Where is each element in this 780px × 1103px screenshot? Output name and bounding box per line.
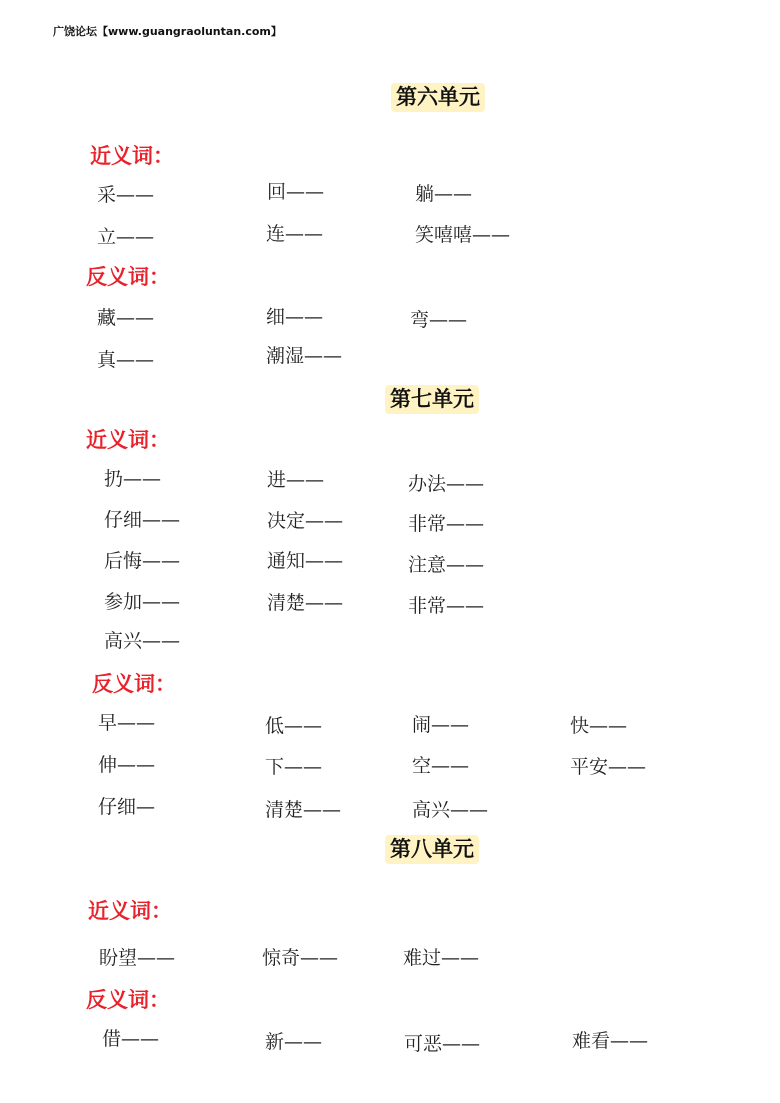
word-item: 惊奇—— <box>262 947 339 969</box>
word-item: 早—— <box>98 712 156 734</box>
unit-7-antonyms-label: 反义词： <box>92 672 176 696</box>
word-item: 弯—— <box>410 309 468 331</box>
word-item: 借—— <box>102 1028 160 1050</box>
unit-8-antonyms-label: 反义词： <box>86 988 170 1012</box>
word-item: 笑嘻嘻—— <box>415 224 511 246</box>
word-item: 后悔—— <box>104 550 181 572</box>
word-item: 可恶—— <box>404 1033 481 1055</box>
word-item: 通知—— <box>267 550 344 572</box>
word-item: 潮湿—— <box>266 345 343 367</box>
unit-6-synonyms-label: 近义词： <box>90 144 174 168</box>
word-item: 仔细—— <box>104 509 181 531</box>
word-item: 难过—— <box>403 947 480 969</box>
word-item: 躺—— <box>415 183 473 205</box>
word-item: 注意—— <box>408 554 485 576</box>
word-item: 闹—— <box>412 714 470 736</box>
unit-7-synonyms-label: 近义词： <box>86 428 170 452</box>
word-item: 平安—— <box>570 756 647 778</box>
word-item: 难看—— <box>572 1030 649 1052</box>
word-item: 采—— <box>97 184 155 206</box>
word-item: 细—— <box>266 306 324 328</box>
word-item: 扔—— <box>104 468 162 490</box>
word-item: 真—— <box>97 349 155 371</box>
unit-8-synonyms-label: 近义词： <box>88 899 172 923</box>
unit-7-title: 第七单元 <box>385 385 479 414</box>
word-item: 清楚—— <box>265 799 342 821</box>
word-item: 盼望—— <box>99 947 176 969</box>
word-item: 高兴—— <box>412 799 489 821</box>
word-item: 非常—— <box>408 595 485 617</box>
word-item: 回—— <box>267 181 325 203</box>
word-item: 进—— <box>267 469 325 491</box>
word-item: 空—— <box>412 755 470 777</box>
word-item: 连—— <box>266 223 324 245</box>
word-item: 新—— <box>265 1031 323 1053</box>
word-item: 快—— <box>570 715 628 737</box>
word-item: 决定—— <box>267 510 344 532</box>
word-item: 非常—— <box>408 513 485 535</box>
word-item: 办法—— <box>408 473 485 495</box>
word-item: 藏—— <box>97 307 155 329</box>
word-item: 下—— <box>265 756 323 778</box>
word-item: 清楚—— <box>267 592 344 614</box>
unit-8-title: 第八单元 <box>385 835 479 864</box>
site-header: 广饶论坛【www.guangraoluntan.com】 <box>53 25 282 38</box>
word-item: 高兴—— <box>104 630 181 652</box>
word-item: 伸—— <box>98 754 156 776</box>
unit-6-title: 第六单元 <box>391 83 485 112</box>
unit-6-antonyms-label: 反义词： <box>86 265 170 289</box>
word-item: 参加—— <box>104 591 181 613</box>
word-item: 仔细— <box>98 796 156 818</box>
word-item: 低—— <box>265 715 323 737</box>
word-item: 立—— <box>97 226 155 248</box>
